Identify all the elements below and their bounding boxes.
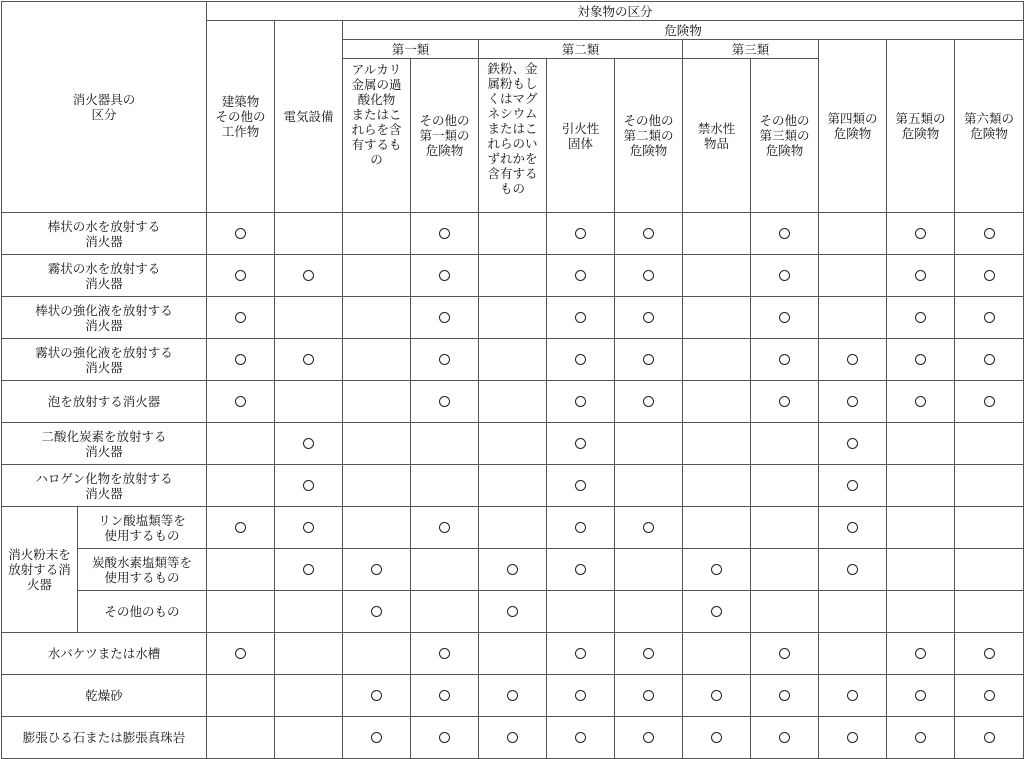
table-row xyxy=(2,717,1024,759)
empty-cell xyxy=(887,423,955,465)
circle-icon xyxy=(575,228,586,239)
suitable-cell xyxy=(411,507,479,549)
suitable-cell xyxy=(955,339,1024,381)
table-row xyxy=(2,465,1024,507)
suitable-cell xyxy=(751,297,819,339)
empty-cell xyxy=(479,339,547,381)
row-label: ハロゲン化物を放射する 消火器 xyxy=(2,465,207,507)
suitable-cell xyxy=(955,255,1024,297)
suitable-cell xyxy=(479,717,547,759)
circle-icon xyxy=(575,438,586,449)
empty-cell xyxy=(955,465,1024,507)
circle-icon xyxy=(575,354,586,365)
circle-icon xyxy=(847,564,858,575)
suitable-cell xyxy=(819,675,887,717)
subclass-alkali-peroxide-header: アルカリ 金属の過 酸化物 またはこ れらを含 有するも の xyxy=(343,59,411,213)
subclass-other-class2-header: その他の 第二類の 危険物 xyxy=(615,59,683,213)
circle-icon xyxy=(439,312,450,323)
suitable-cell xyxy=(887,675,955,717)
suitable-cell xyxy=(615,213,683,255)
empty-cell xyxy=(683,507,751,549)
suitable-cell xyxy=(955,675,1024,717)
circle-icon xyxy=(915,690,926,701)
circle-icon xyxy=(847,354,858,365)
suitable-cell xyxy=(275,339,343,381)
suitable-cell xyxy=(751,339,819,381)
empty-cell xyxy=(343,213,411,255)
circle-icon xyxy=(915,648,926,659)
circle-icon xyxy=(984,270,995,281)
empty-cell xyxy=(615,591,683,633)
suitable-cell xyxy=(683,549,751,591)
empty-cell xyxy=(207,423,275,465)
circle-icon xyxy=(779,690,790,701)
suitable-cell xyxy=(887,381,955,423)
empty-cell xyxy=(887,549,955,591)
suitable-cell xyxy=(547,549,615,591)
suitable-cell xyxy=(751,717,819,759)
empty-cell xyxy=(343,633,411,675)
empty-cell xyxy=(751,423,819,465)
empty-cell xyxy=(343,339,411,381)
empty-cell xyxy=(275,213,343,255)
suitable-cell xyxy=(819,339,887,381)
table-row xyxy=(2,549,1024,591)
empty-cell xyxy=(615,465,683,507)
class6-header: 第六類の 危険物 xyxy=(955,40,1024,213)
table-row xyxy=(2,507,1024,549)
empty-cell xyxy=(343,381,411,423)
suitable-cell xyxy=(207,507,275,549)
table-row xyxy=(2,423,1024,465)
empty-cell xyxy=(887,507,955,549)
suitable-cell xyxy=(547,339,615,381)
circle-icon xyxy=(507,564,518,575)
circle-icon xyxy=(915,228,926,239)
suitable-cell xyxy=(615,255,683,297)
suitable-cell xyxy=(343,717,411,759)
row-label: 二酸化炭素を放射する 消火器 xyxy=(2,423,207,465)
suitable-cell xyxy=(615,717,683,759)
suitable-cell xyxy=(887,717,955,759)
empty-cell xyxy=(683,339,751,381)
suitable-cell xyxy=(547,507,615,549)
suitable-cell xyxy=(887,633,955,675)
suitable-cell xyxy=(547,465,615,507)
empty-cell xyxy=(683,297,751,339)
circle-icon xyxy=(575,480,586,491)
circle-icon xyxy=(439,522,450,533)
empty-cell xyxy=(411,423,479,465)
empty-cell xyxy=(615,423,683,465)
circle-icon xyxy=(915,396,926,407)
empty-cell xyxy=(887,591,955,633)
empty-cell xyxy=(683,465,751,507)
empty-cell xyxy=(479,423,547,465)
table-row xyxy=(2,675,1024,717)
circle-icon xyxy=(984,354,995,365)
circle-icon xyxy=(303,270,314,281)
circle-icon xyxy=(371,606,382,617)
circle-icon xyxy=(643,732,654,743)
table-row xyxy=(2,213,1024,255)
class1-header: 第一類 xyxy=(343,40,479,59)
suitable-cell xyxy=(343,591,411,633)
circle-icon xyxy=(847,732,858,743)
suitable-cell xyxy=(955,381,1024,423)
empty-cell xyxy=(683,213,751,255)
circle-icon xyxy=(643,396,654,407)
suitable-cell xyxy=(955,717,1024,759)
empty-cell xyxy=(955,507,1024,549)
circle-icon xyxy=(235,228,246,239)
empty-cell xyxy=(479,213,547,255)
empty-cell xyxy=(343,297,411,339)
row-label: リン酸塩類等を 使用するもの xyxy=(78,507,207,549)
suitable-cell xyxy=(207,339,275,381)
empty-cell xyxy=(343,255,411,297)
circle-icon xyxy=(779,648,790,659)
circle-icon xyxy=(711,564,722,575)
circle-icon xyxy=(915,732,926,743)
circle-icon xyxy=(779,354,790,365)
class2-header: 第二類 xyxy=(479,40,683,59)
circle-icon xyxy=(643,228,654,239)
suitable-cell xyxy=(955,297,1024,339)
circle-icon xyxy=(847,690,858,701)
electrical-header: 電気設備 xyxy=(275,21,343,213)
circle-icon xyxy=(439,228,450,239)
empty-cell xyxy=(955,549,1024,591)
empty-cell xyxy=(207,465,275,507)
empty-cell xyxy=(479,297,547,339)
circle-icon xyxy=(643,690,654,701)
circle-icon xyxy=(235,522,246,533)
circle-icon xyxy=(915,312,926,323)
empty-cell xyxy=(275,591,343,633)
subclass-other-class3-header: その他の 第三類の 危険物 xyxy=(751,59,819,213)
empty-cell xyxy=(751,465,819,507)
suitable-cell xyxy=(819,507,887,549)
row-label: 棒状の水を放射する 消火器 xyxy=(2,213,207,255)
circle-icon xyxy=(303,438,314,449)
circle-icon xyxy=(439,270,450,281)
class3-header: 第三類 xyxy=(683,40,819,59)
circle-icon xyxy=(235,270,246,281)
suitable-cell xyxy=(683,591,751,633)
suitable-cell xyxy=(207,633,275,675)
empty-cell xyxy=(343,507,411,549)
suitable-cell xyxy=(819,549,887,591)
empty-cell xyxy=(955,423,1024,465)
empty-cell xyxy=(207,549,275,591)
circle-icon xyxy=(303,354,314,365)
empty-cell xyxy=(275,717,343,759)
circle-icon xyxy=(507,732,518,743)
suitable-cell xyxy=(547,633,615,675)
empty-cell xyxy=(683,633,751,675)
circle-icon xyxy=(439,396,450,407)
suitable-cell xyxy=(819,465,887,507)
empty-cell xyxy=(479,255,547,297)
subclass-other-class1-header: その他の 第一類の 危険物 xyxy=(411,59,479,213)
empty-cell xyxy=(955,591,1024,633)
class5-header: 第五類の 危険物 xyxy=(887,40,955,213)
circle-icon xyxy=(984,228,995,239)
suitable-cell xyxy=(411,675,479,717)
suitable-cell xyxy=(411,297,479,339)
table-row xyxy=(2,255,1024,297)
suitable-cell xyxy=(207,213,275,255)
suitable-cell xyxy=(887,255,955,297)
empty-cell xyxy=(275,381,343,423)
circle-icon xyxy=(711,732,722,743)
empty-cell xyxy=(479,633,547,675)
circle-icon xyxy=(507,606,518,617)
empty-cell xyxy=(343,423,411,465)
circle-icon xyxy=(779,396,790,407)
row-label: その他のもの xyxy=(78,591,207,633)
circle-icon xyxy=(575,312,586,323)
suitable-cell xyxy=(411,381,479,423)
suitable-cell xyxy=(411,213,479,255)
empty-cell xyxy=(275,675,343,717)
empty-cell xyxy=(275,297,343,339)
hazardous-header: 危険物 xyxy=(343,21,1024,40)
suitable-cell xyxy=(275,549,343,591)
empty-cell xyxy=(479,381,547,423)
suitable-cell xyxy=(547,255,615,297)
suitable-cell xyxy=(887,213,955,255)
circle-icon xyxy=(779,228,790,239)
suitable-cell xyxy=(547,423,615,465)
circle-icon xyxy=(847,480,858,491)
circle-icon xyxy=(984,648,995,659)
circle-icon xyxy=(303,564,314,575)
suitable-cell xyxy=(819,717,887,759)
suitable-cell xyxy=(547,717,615,759)
suitable-cell xyxy=(887,339,955,381)
suitable-cell xyxy=(819,381,887,423)
empty-cell xyxy=(411,549,479,591)
circle-icon xyxy=(303,522,314,533)
subclass-metal-powder-header: 鉄粉、金 属粉もし くはマグ ネシウム またはこ れらのい ずれかを 含有する もの xyxy=(479,59,547,213)
empty-cell xyxy=(479,507,547,549)
circle-icon xyxy=(575,396,586,407)
suitable-cell xyxy=(547,675,615,717)
circle-icon xyxy=(643,354,654,365)
suitable-cell xyxy=(751,213,819,255)
circle-icon xyxy=(439,690,450,701)
class4-header: 第四類の 危険物 xyxy=(819,40,887,213)
corner-header: 消火器具の 区分 xyxy=(2,2,207,213)
table-row xyxy=(2,591,1024,633)
circle-icon xyxy=(507,690,518,701)
row-label: 膨張ひる石または膨張真珠岩 xyxy=(2,717,207,759)
suitable-cell xyxy=(751,381,819,423)
circle-icon xyxy=(711,606,722,617)
table-row xyxy=(2,339,1024,381)
row-label: 霧状の水を放射する 消火器 xyxy=(2,255,207,297)
empty-cell xyxy=(751,507,819,549)
empty-cell xyxy=(819,213,887,255)
empty-cell xyxy=(411,465,479,507)
suitable-cell xyxy=(547,381,615,423)
circle-icon xyxy=(439,648,450,659)
suitable-cell xyxy=(615,339,683,381)
circle-icon xyxy=(439,354,450,365)
circle-icon xyxy=(575,732,586,743)
empty-cell xyxy=(547,591,615,633)
empty-cell xyxy=(207,591,275,633)
extinguisher-suitability-table xyxy=(1,1,1024,759)
suitable-cell xyxy=(683,717,751,759)
suitable-cell xyxy=(819,423,887,465)
row-label: 霧状の強化液を放射する 消火器 xyxy=(2,339,207,381)
circle-icon xyxy=(371,732,382,743)
table-row xyxy=(2,381,1024,423)
suitable-cell xyxy=(683,675,751,717)
suitable-cell xyxy=(411,339,479,381)
suitable-cell xyxy=(207,297,275,339)
circle-icon xyxy=(371,690,382,701)
powder-group-label: 消火粉末を 放射する消 火器 xyxy=(2,507,78,633)
empty-cell xyxy=(683,423,751,465)
suitable-cell xyxy=(547,297,615,339)
circle-icon xyxy=(235,648,246,659)
circle-icon xyxy=(575,648,586,659)
suitable-cell xyxy=(615,675,683,717)
row-label: 水バケツまたは水槽 xyxy=(2,633,207,675)
circle-icon xyxy=(575,270,586,281)
row-label: 乾燥砂 xyxy=(2,675,207,717)
circle-icon xyxy=(915,354,926,365)
row-label: 泡を放射する消火器 xyxy=(2,381,207,423)
circle-icon xyxy=(915,270,926,281)
empty-cell xyxy=(819,591,887,633)
circle-icon xyxy=(643,648,654,659)
suitable-cell xyxy=(479,675,547,717)
suitable-cell xyxy=(955,633,1024,675)
row-label: 炭酸水素塩類等を 使用するもの xyxy=(78,549,207,591)
suitable-cell xyxy=(751,255,819,297)
circle-icon xyxy=(984,396,995,407)
empty-cell xyxy=(207,717,275,759)
suitable-cell xyxy=(615,633,683,675)
circle-icon xyxy=(984,732,995,743)
circle-icon xyxy=(235,312,246,323)
circle-icon xyxy=(984,312,995,323)
table-row xyxy=(2,633,1024,675)
empty-cell xyxy=(683,255,751,297)
empty-cell xyxy=(887,465,955,507)
table-row xyxy=(2,297,1024,339)
circle-icon xyxy=(235,354,246,365)
empty-cell xyxy=(819,297,887,339)
empty-cell xyxy=(207,675,275,717)
target-group-header: 対象物の区分 xyxy=(207,2,1024,21)
subclass-flammable-solid-header: 引火性 固体 xyxy=(547,59,615,213)
circle-icon xyxy=(235,396,246,407)
empty-cell xyxy=(751,591,819,633)
suitable-cell xyxy=(275,507,343,549)
circle-icon xyxy=(779,270,790,281)
circle-icon xyxy=(847,438,858,449)
suitable-cell xyxy=(547,213,615,255)
suitable-cell xyxy=(479,591,547,633)
suitable-cell xyxy=(207,381,275,423)
empty-cell xyxy=(479,465,547,507)
empty-cell xyxy=(343,465,411,507)
circle-icon xyxy=(643,312,654,323)
circle-icon xyxy=(779,732,790,743)
circle-icon xyxy=(643,522,654,533)
circle-icon xyxy=(575,564,586,575)
suitable-cell xyxy=(955,213,1024,255)
empty-cell xyxy=(819,633,887,675)
suitable-cell xyxy=(343,675,411,717)
circle-icon xyxy=(847,522,858,533)
empty-cell xyxy=(411,591,479,633)
buildings-header: 建築物 その他の 工作物 xyxy=(207,21,275,213)
suitable-cell xyxy=(615,297,683,339)
circle-icon xyxy=(711,690,722,701)
suitable-cell xyxy=(275,255,343,297)
suitable-cell xyxy=(343,549,411,591)
suitable-cell xyxy=(479,549,547,591)
suitable-cell xyxy=(615,381,683,423)
empty-cell xyxy=(275,633,343,675)
circle-icon xyxy=(984,690,995,701)
empty-cell xyxy=(683,381,751,423)
suitable-cell xyxy=(411,255,479,297)
suitable-cell xyxy=(411,633,479,675)
suitable-cell xyxy=(887,297,955,339)
suitable-cell xyxy=(275,465,343,507)
suitable-cell xyxy=(751,675,819,717)
suitable-cell xyxy=(275,423,343,465)
circle-icon xyxy=(439,732,450,743)
subclass-water-reactive-header: 禁水性 物品 xyxy=(683,59,751,213)
empty-cell xyxy=(615,549,683,591)
suitable-cell xyxy=(411,717,479,759)
suitable-cell xyxy=(751,633,819,675)
circle-icon xyxy=(779,312,790,323)
circle-icon xyxy=(371,564,382,575)
circle-icon xyxy=(575,690,586,701)
circle-icon xyxy=(847,396,858,407)
circle-icon xyxy=(643,270,654,281)
circle-icon xyxy=(575,522,586,533)
circle-icon xyxy=(303,480,314,491)
suitable-cell xyxy=(615,507,683,549)
empty-cell xyxy=(819,255,887,297)
row-label: 棒状の強化液を放射する 消火器 xyxy=(2,297,207,339)
suitable-cell xyxy=(207,255,275,297)
empty-cell xyxy=(751,549,819,591)
